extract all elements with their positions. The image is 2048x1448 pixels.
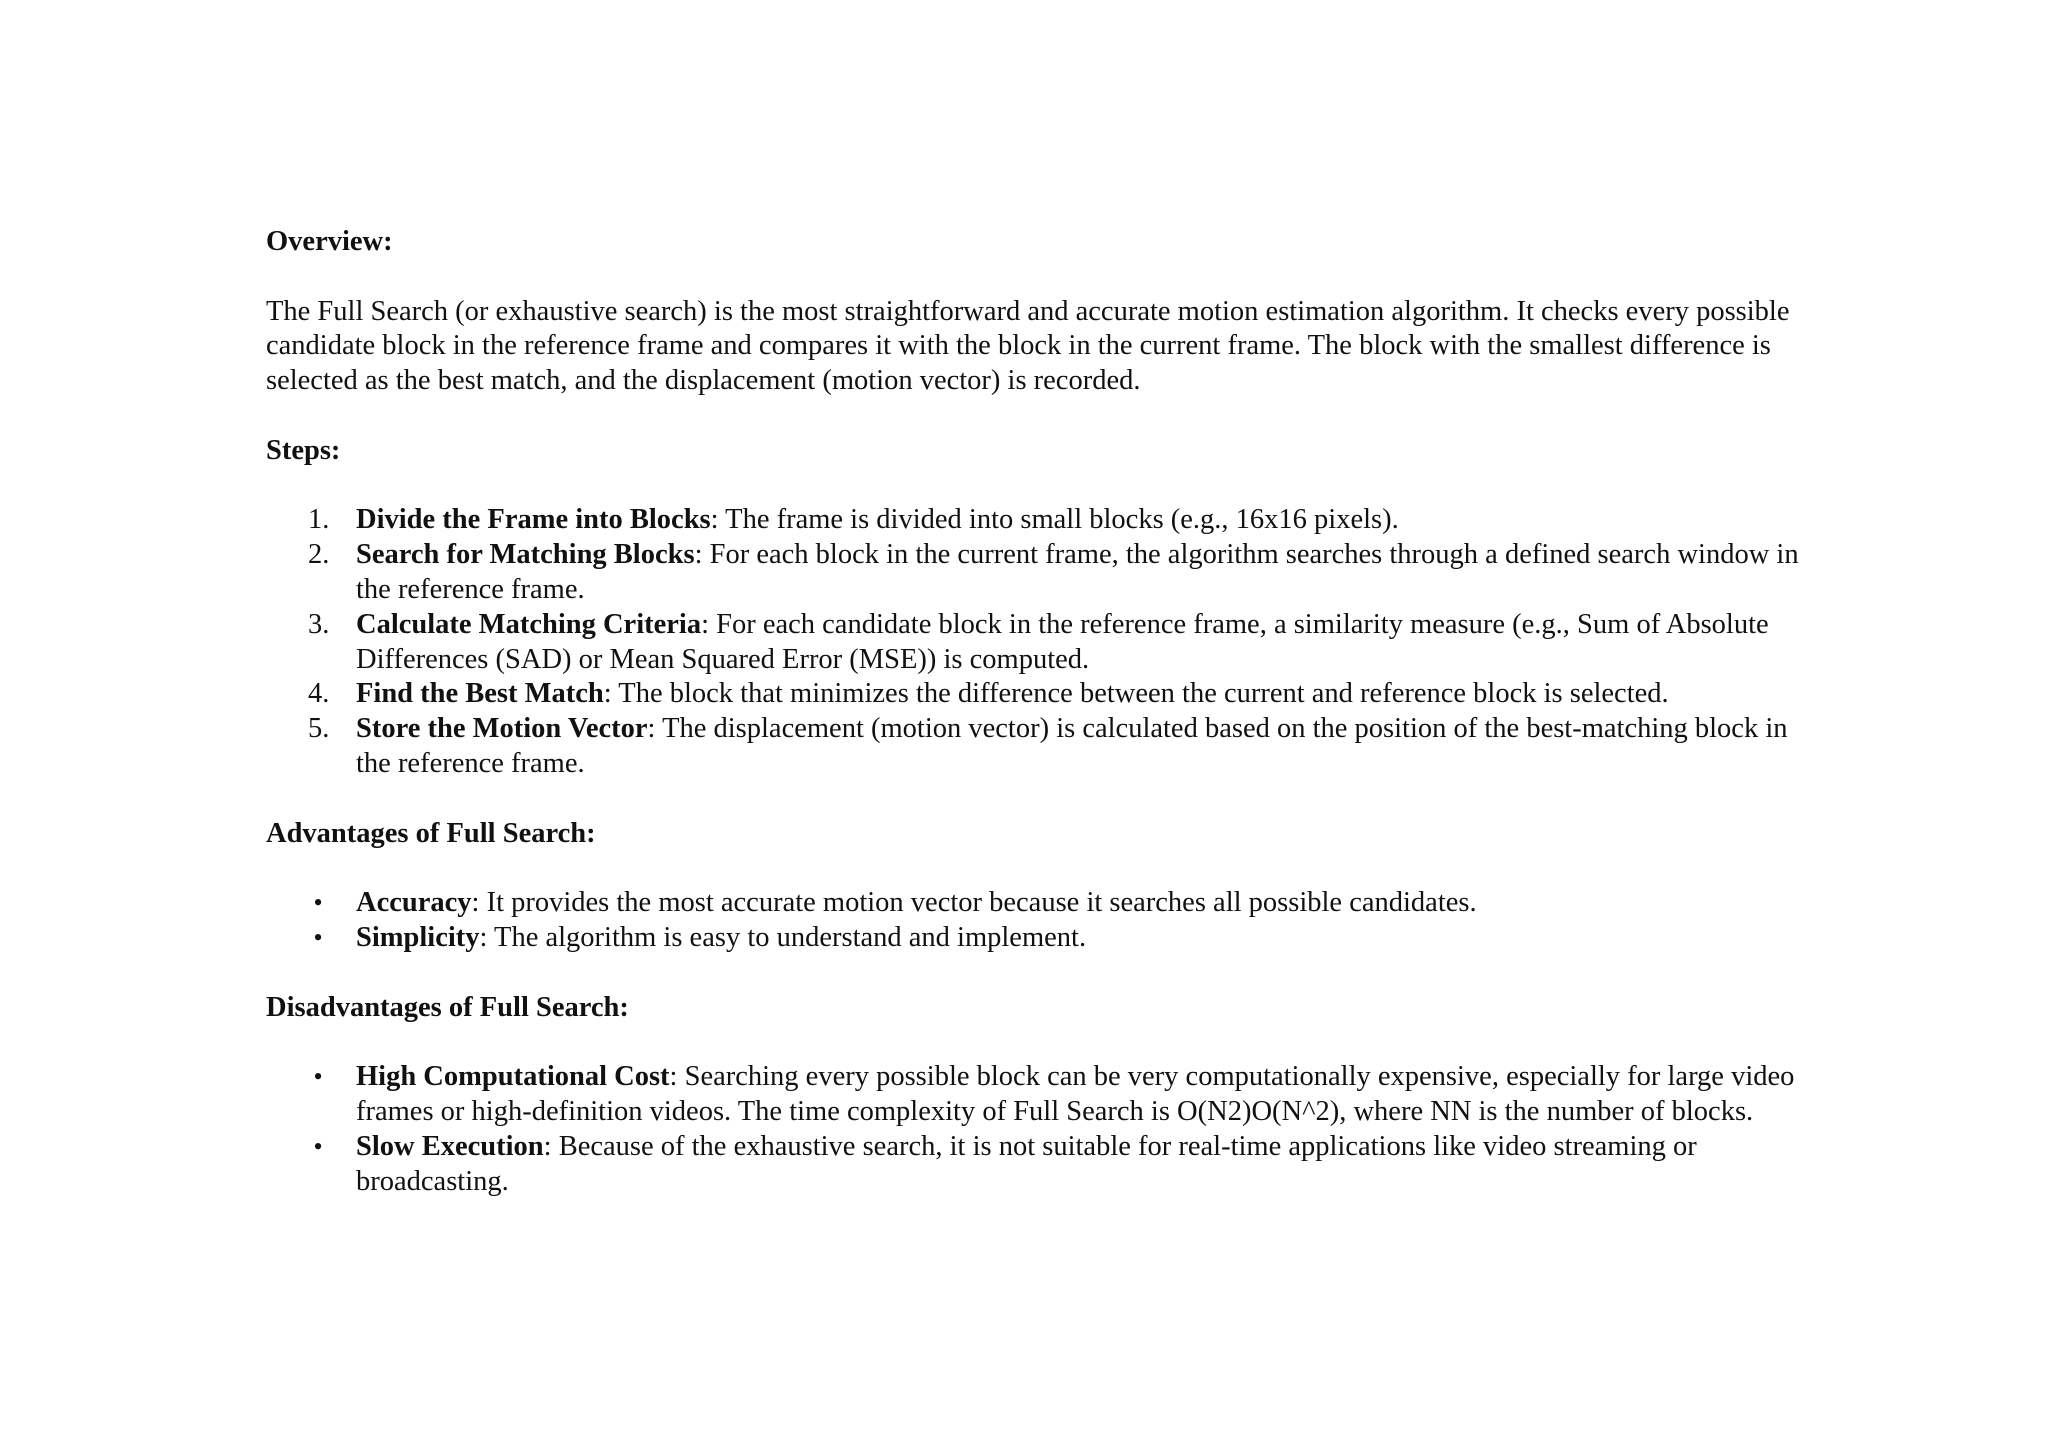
- advantage-text: : It provides the most accurate motion vector because it searches all possible candidates.: [471, 887, 1477, 919]
- document-page: [266, 225, 1806, 1199]
- step-text: : For each candidate block in the reference frame, a similarity measure (e.g., Sum of Absolute Differences (SAD) or Mean Squared Error (MSE)) is computed.: [356, 608, 1769, 675]
- overview-paragraph: The Full Search (or exhaustive search) is the most straightforward and accurate motion estimation algorithm. It checks every possible candidate block in the reference frame and compares it with the block in the current frame. The block with the smallest difference is selected as the best match, and the displacement (motion vector) is recorded.: [266, 295, 1790, 397]
- advantage-item: [266, 921, 1806, 956]
- disadvantage-term: High Computational Cost: [356, 1061, 670, 1093]
- step-number: 3.: [308, 608, 330, 640]
- step-term: Calculate Matching Criteria: [356, 608, 702, 640]
- advantage-term: Accuracy: [356, 887, 472, 919]
- disadvantages-heading: Disadvantages of Full Search:: [266, 991, 629, 1023]
- advantage-text: : The algorithm is easy to understand and implement.: [479, 921, 1087, 953]
- advantages-heading: Advantages of Full Search:: [266, 817, 596, 849]
- overview-heading: Overview:: [266, 226, 393, 257]
- step-item: [266, 608, 1806, 678]
- spacer: [266, 469, 1806, 504]
- spacer: [266, 782, 1806, 817]
- step-item: [266, 538, 1806, 608]
- step-number: 4.: [308, 678, 330, 710]
- spacer: [266, 956, 1806, 991]
- bullet-icon: •: [313, 888, 323, 918]
- spacer: [266, 1025, 1806, 1060]
- advantages-list: [266, 886, 1806, 956]
- advantage-item: [266, 886, 1806, 921]
- step-text: : The displacement (motion vector) is calculated based on the position of the best-matching block in the reference frame.: [356, 713, 1788, 779]
- step-number: 2.: [308, 539, 330, 571]
- steps-list: [266, 503, 1806, 781]
- step-number: 5.: [308, 713, 330, 745]
- bullet-icon: •: [313, 1131, 323, 1161]
- disadvantages-list: [266, 1060, 1806, 1199]
- bullet-icon: •: [313, 922, 323, 952]
- spacer: [266, 260, 1806, 295]
- step-item: [266, 503, 1806, 538]
- step-number: 1.: [308, 504, 330, 536]
- step-text: : For each block in the current frame, the algorithm searches through a defined search window in the reference frame.: [356, 539, 1799, 605]
- step-text: : The block that minimizes the difference between the current and reference block is selected.: [603, 678, 1669, 710]
- step-item: [266, 712, 1806, 782]
- disadvantage-item: [266, 1060, 1806, 1130]
- step-term: Divide the Frame into Blocks: [356, 504, 711, 536]
- step-text: : The frame is divided into small blocks (e.g., 16x16 pixels).: [710, 504, 1399, 536]
- spacer: [266, 851, 1806, 886]
- disadvantage-text: : Because of the exhaustive search, it is not suitable for real-time applications like video streaming or broadcasting.: [356, 1130, 1697, 1197]
- spacer: [266, 399, 1806, 434]
- disadvantage-item: [266, 1130, 1806, 1200]
- step-term: Search for Matching Blocks: [356, 539, 695, 571]
- steps-heading: Steps:: [266, 434, 341, 466]
- bullet-icon: •: [313, 1062, 323, 1092]
- step-item: [266, 677, 1806, 712]
- disadvantage-text: : Searching every possible block can be very computationally expensive, especially for large video frames or high-definition videos. The time complexity of Full Search is O(N2)O(N^2), where NN is the number of blocks.: [356, 1061, 1795, 1127]
- step-term: Find the Best Match: [356, 678, 604, 710]
- disadvantage-term: Slow Execution: [356, 1130, 544, 1162]
- step-term: Store the Motion Vector: [356, 713, 648, 745]
- advantage-term: Simplicity: [356, 921, 480, 953]
